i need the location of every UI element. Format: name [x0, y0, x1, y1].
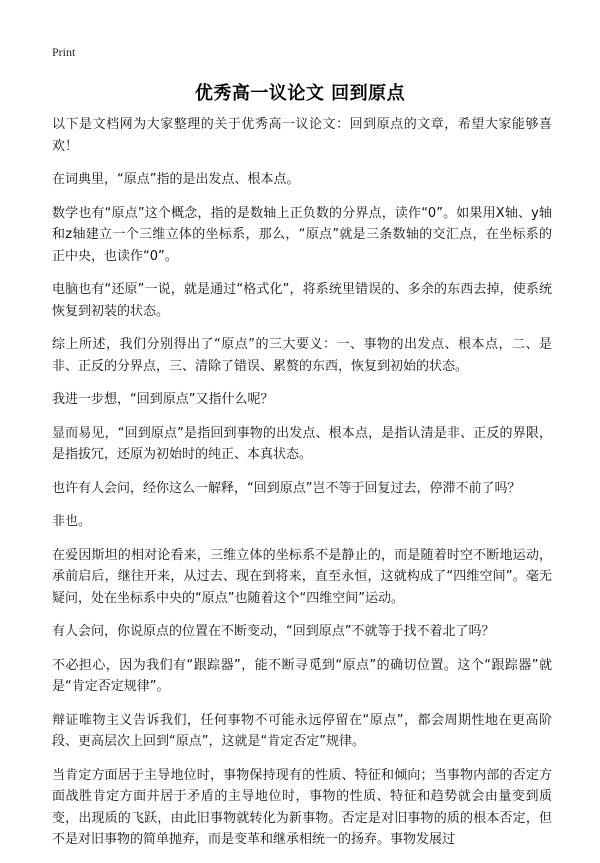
paragraph: 非也。: [52, 514, 92, 529]
print-label: Print: [52, 45, 76, 59]
paragraph: 显而易见，“回到原点”是指回到事物的出发点、根本点，是指认清是非、正反的界限，是指拔冗，还原为初始时的纯正、本真状态。: [52, 425, 552, 462]
document-body: [52, 114, 552, 863]
paragraph: 在词典里，“原点”指的是出发点、根本点。: [52, 172, 300, 187]
paragraph: 综上所述，我们分别得出了“原点”的三大要义：一、事物的出发点、根本点，二、是非、正反的分界点，三、清除了错误、累赘的东西，恢复到初始的状态。: [52, 337, 552, 374]
paragraph: 有人会问，你说原点的位置在不断变动，“回到原点”不就等于找不着北了吗？: [52, 624, 495, 639]
document-title: 优秀高一议论文 回到原点: [194, 83, 406, 104]
paragraph: 数学也有“原点”这个概念，指的是数轴上正负数的分界点，读作“0”。如果用X轴、y轴和z轴建立一个三维立体的坐标系，那么，“原点”就是三条数轴的交汇点，在坐标系的正中央，也读作“0”。: [52, 205, 552, 264]
paragraph: 我进一步想，“回到原点”又指什么呢？: [52, 392, 274, 407]
paragraph: 在爱因斯坦的相对论看来，三维立体的坐标系不是静止的，而是随着时空不断地运动，承前启后，继往开来，从过去、现在到将来，直至永恒，这就构成了“四维空间”。毫无疑问，处在坐标系中央的“原点”也随着这个“四维空间”运动。: [52, 547, 552, 606]
paragraph: 当肯定方面居于主导地位时，事物保持现有的性质、特征和倾向；当事物内部的否定方面战胜肯定方面并居于矛盾的主导地位时，事物的性质、特征和趋势就会由量变到质变，出现质的飞跃，由此旧事物就转化为新事物。否定是对旧事物的质的根本否定，但不是对旧事物的简单抛弃，而是变革和继承相统一的扬弃。事物发展过: [52, 767, 552, 847]
paragraph: 辩证唯物主义告诉我们，任何事物不可能永远停留在“原点”，都会周期性地在更高阶段、更高层次上回到“原点”，这就是“肯定否定”规律。: [52, 712, 552, 749]
paragraph: 以下是文档网为大家整理的关于优秀高一议论文：回到原点的文章，希望大家能够喜欢！: [52, 117, 552, 154]
paragraph: 也许有人会问，经你这么一解释，“回到原点”岂不等于回复过去，停滞不前了吗？: [52, 480, 521, 496]
paragraph: 不必担心，因为我们有“跟踪器”，能不断寻觅到“原点”的确切位置。这个“跟踪器”就是“肯定否定规律”。: [52, 657, 552, 694]
paragraph: 电脑也有“还原”一说，就是通过“格式化”，将系统里错误的、多余的东西去掉，使系统恢复到初装的状态。: [52, 282, 552, 319]
